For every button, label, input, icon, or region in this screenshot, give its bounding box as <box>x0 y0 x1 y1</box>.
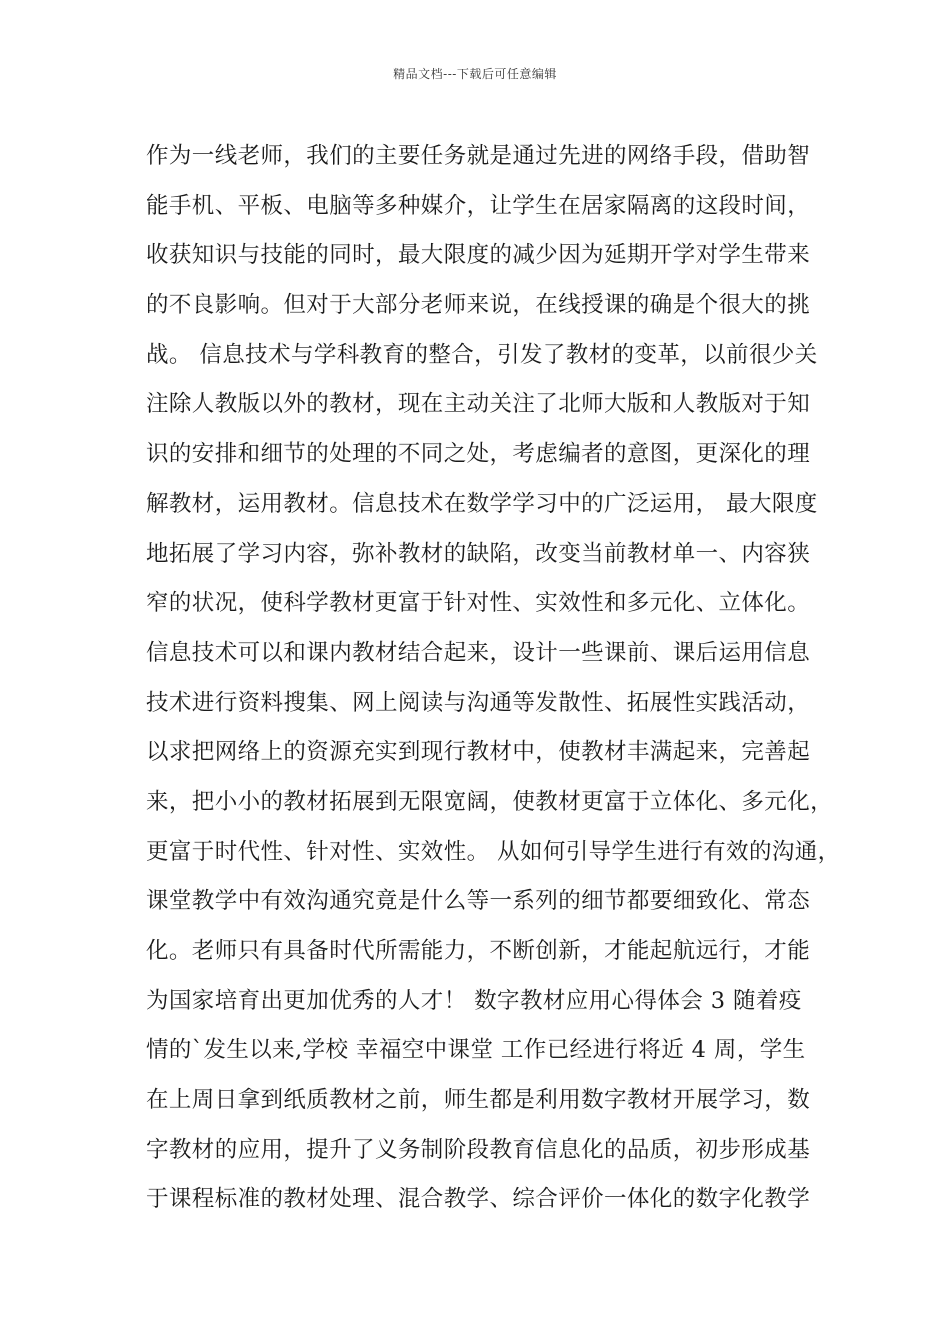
text-line: 窄的状况，使科学教材更富于针对性、实效性和多元化、立体化。 <box>146 590 811 617</box>
text-line: 情的`发生以来,学校 幸福空中课堂 工作已经进行将近 4 周，学生 <box>146 1037 806 1064</box>
text-line: 能手机、平板、电脑等多种媒介，让学生在居家隔离的这段时间， <box>146 192 811 219</box>
text-line: 地拓展了学习内容，弥补教材的缺陷，改变当前教材单一、内容狭 <box>146 540 811 567</box>
text-line: 注除人教版以外的教材，现在主动关注了北师大版和人教版对于知 <box>146 391 811 418</box>
text-line: 识的安排和细节的处理的不同之处，考虑编者的意图，更深化的理 <box>146 441 811 468</box>
text-line: 以求把网络上的资源充实到现行教材中，使教材丰满起来，完善起 <box>146 739 811 766</box>
text-line: 技术进行资料搜集、网上阅读与沟通等发散性、拓展性实践活动， <box>146 689 811 716</box>
text-line: 来，把小小的教材拓展到无限宽阔，使教材更富于立体化、多元化， <box>146 788 834 815</box>
page-header: 精品文档---下载后可任意编辑 <box>393 67 557 81</box>
text-line: 字教材的应用，提升了义务制阶段教育信息化的品质，初步形成基 <box>146 1136 811 1163</box>
text-line: 战。 信息技术与学科教育的整合，引发了教材的变革，以前很少关 <box>146 341 818 368</box>
text-line: 更富于时代性、针对性、实效性。 从如何引导学生进行有效的沟通， <box>146 838 841 865</box>
text-line: 课堂教学中有效沟通究竟是什么等一系列的细节都要细致化、常态 <box>146 888 811 915</box>
text-line: 化。老师只有具备时代所需能力，不断创新，才能起航远行，才能 <box>146 938 811 964</box>
text-line: 在上周日拿到纸质教材之前，师生都是利用数字教材开展学习，数 <box>146 1087 811 1114</box>
text-line: 信息技术可以和课内教材结合起来，设计一些课前、课后运用信息 <box>146 639 811 666</box>
text-line: 收获知识与技能的同时，最大限度的减少因为延期开学对学生带来 <box>146 242 811 269</box>
text-line: 的不良影响。但对于大部分老师来说，在线授课的确是个很大的挑 <box>146 292 811 319</box>
text-line: 为国家培育出更加优秀的人才！ 数字教材应用心得体会 3 随着疫 <box>146 987 802 1014</box>
text-line: 解教材，运用教材。信息技术在数学学习中的广泛运用， 最大限度 <box>146 490 818 517</box>
text-line: 于课程标准的教材处理、混合教学、综合评价一体化的数字化教学 <box>146 1186 811 1213</box>
text-line: 作为一线老师，我们的主要任务就是通过先进的网络手段，借助智 <box>146 143 811 169</box>
body-text <box>146 132 841 1225</box>
